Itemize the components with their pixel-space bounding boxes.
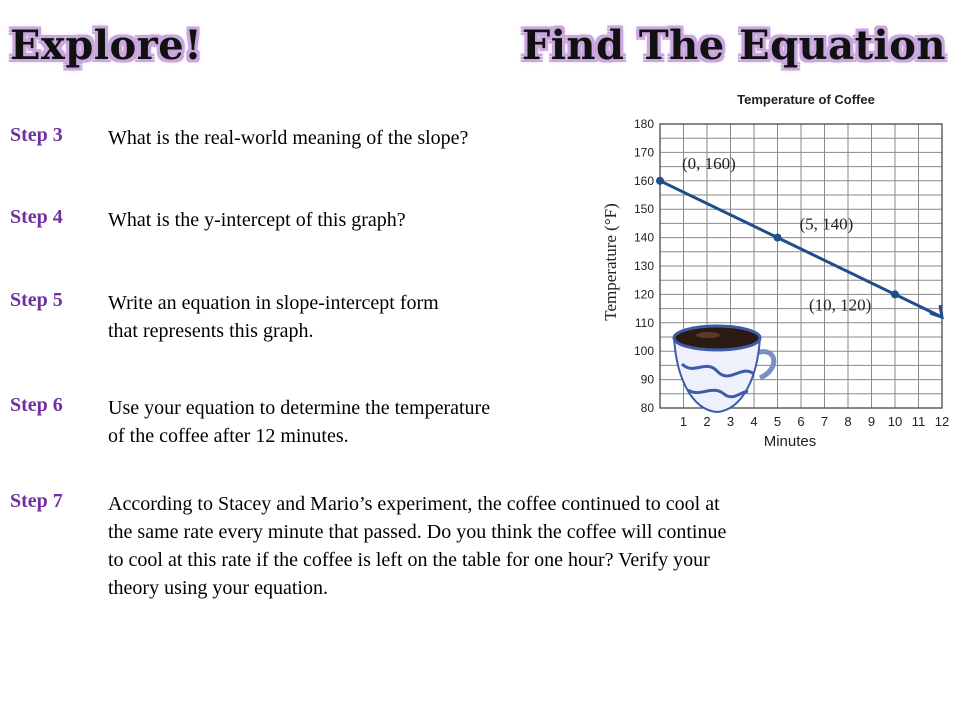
chart-title: Temperature of Coffee xyxy=(737,92,875,107)
x-tick-label: 11 xyxy=(911,414,926,429)
chart-series xyxy=(656,177,942,317)
step-6-text xyxy=(108,394,490,450)
step-5-text xyxy=(108,289,439,345)
y-tick-label: 130 xyxy=(633,259,654,273)
y-axis-label: Temperature (°F) xyxy=(601,203,620,321)
x-axis-label: Minutes xyxy=(763,433,817,450)
step-4-text xyxy=(108,206,406,234)
y-tick-label: 160 xyxy=(633,173,654,188)
coffee-highlight xyxy=(696,332,720,338)
y-tick-label: 80 xyxy=(640,401,654,415)
x-tick-label: 9 xyxy=(867,414,876,429)
step-3-label: Step 3 xyxy=(10,124,63,146)
step-7-line: to cool at this rate if the coffee is left on the table for one hour? Verify your xyxy=(108,549,710,571)
y-tick-label: 100 xyxy=(633,344,654,359)
data-point xyxy=(774,234,782,242)
x-tick-label: 12 xyxy=(934,414,950,429)
y-tick-label: 90 xyxy=(640,372,654,387)
y-tick-label: 140 xyxy=(633,230,654,245)
step-5-line: that represents this graph. xyxy=(108,320,314,342)
step-7-line: theory using your equation. xyxy=(108,577,328,599)
x-tick-label: 3 xyxy=(726,414,735,429)
data-point xyxy=(891,290,899,298)
coffee-cup-image xyxy=(668,318,780,418)
y-tick-label: 150 xyxy=(633,202,654,217)
x-tick-label: 5 xyxy=(773,414,782,429)
x-tick-label: 1 xyxy=(679,414,688,429)
step-7-line: the same rate every minute that passed. Do you think the coffee will continue xyxy=(108,521,727,543)
y-tick-label: 120 xyxy=(633,287,654,302)
step-4-line: What is the y-intercept of this graph? xyxy=(108,209,406,231)
y-tick-label: 180 xyxy=(633,117,654,131)
step-6-line: of the coffee after 12 minutes. xyxy=(108,425,349,447)
step-3-text xyxy=(108,124,468,152)
step-6-line: Use your equation to determine the temperature xyxy=(108,397,491,419)
y-tick-label: 110 xyxy=(634,315,654,330)
x-tick-label: 2 xyxy=(703,414,711,429)
x-tick-label: 10 xyxy=(887,414,903,429)
x-tick-label: 8 xyxy=(844,414,852,429)
step-4-label: Step 4 xyxy=(10,206,63,228)
explore-heading: Explore! xyxy=(10,22,203,69)
data-point xyxy=(656,177,664,185)
x-tick-label: 4 xyxy=(750,414,758,429)
step-5-label: Step 5 xyxy=(10,289,63,311)
point-label: (0, 160) xyxy=(682,153,736,173)
step-7-text xyxy=(108,490,726,602)
x-tick-label: 7 xyxy=(820,414,829,429)
find-equation-heading: Find The Equation xyxy=(521,22,946,69)
point-label: (5, 140) xyxy=(799,214,854,234)
coffee-surface xyxy=(674,326,760,350)
point-label: (10, 120) xyxy=(809,295,872,315)
step-7-label: Step 7 xyxy=(10,490,63,512)
step-6-label: Step 6 xyxy=(10,394,63,416)
step-3-line: What is the real-world meaning of the slope? xyxy=(108,127,469,149)
step-5-line: Write an equation in slope-intercept form xyxy=(108,292,439,314)
step-7-line: According to Stacey and Mario’s experiment, the coffee continued to cool at xyxy=(108,493,720,515)
y-tick-label: 170 xyxy=(633,145,654,160)
x-tick-label: 6 xyxy=(797,414,805,429)
